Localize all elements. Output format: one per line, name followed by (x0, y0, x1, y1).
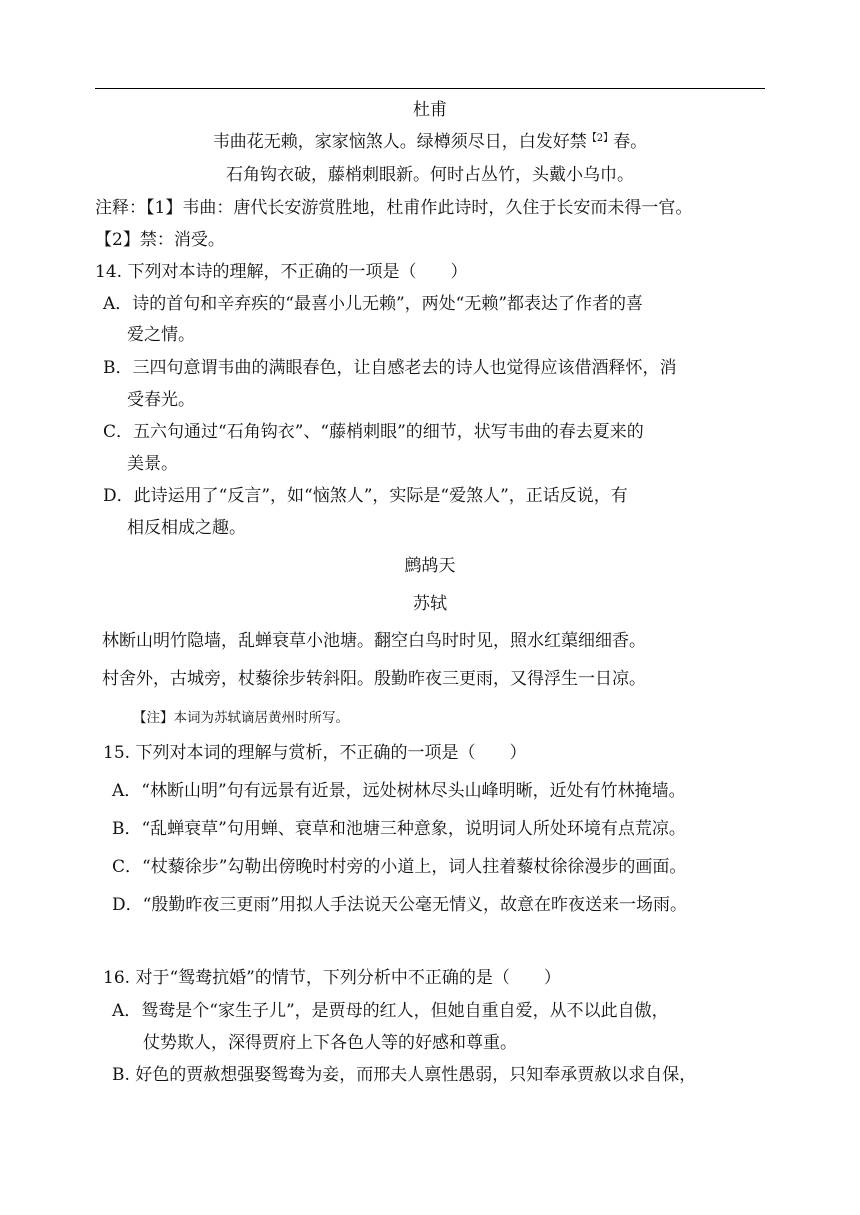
q14-option-c-cont: 美景。 (127, 454, 178, 474)
q14-option-d-cont: 相反相成之趣。 (127, 518, 246, 538)
q16-stem: 16. 对于“鸳鸯抗婚”的情节，下列分析中不正确的是（ ） (103, 968, 561, 988)
q15-option-b: B．“乱蝉衰草”句用蝉、衰草和池塘三种意象，说明词人所处环境有点荒凉。 (112, 819, 686, 839)
poem1-note1: 注释：【1】韦曲：唐代长安游赏胜地，杜甫作此诗时，久住于长安而未得一官。 (95, 198, 693, 218)
poem1-line1-pre: 韦曲花无赖，家家恼煞人。绿樽须尽日，白发好禁 (212, 132, 587, 152)
note-marker: 【2】 (586, 133, 614, 144)
poem2-title: 鹧鸪天 (404, 556, 456, 576)
q14-stem: 14. 下列对本诗的理解，不正确的一项是（ ） (95, 262, 468, 282)
q15-stem: 15. 下列对本词的理解与赏析，不正确的一项是（ ） (103, 743, 527, 763)
q14-option-c: C．五六句通过“石角钩衣”、“藤梢刺眼”的细节，状写韦曲的春去夏来的 (103, 422, 644, 442)
q14-option-d: D．此诗运用了“反言”，如“恼煞人”，实际是“爱煞人”，正话反说，有 (103, 486, 628, 506)
poem2-line2: 村舍外，古城旁，杖藜徐步转斜阳。殷勤昨夜三更雨，又得浮生一日凉。 (102, 669, 646, 689)
q16-option-a: A．鸳鸯是个“家生子儿”，是贾母的红人，但她自重自爱，从不以此自傲， (112, 1001, 669, 1021)
header-rule (95, 88, 765, 89)
q14-option-a-cont: 爱之情。 (127, 325, 195, 345)
q14-option-a: A．诗的首句和辛弃疾的“最喜小儿无赖”，两处“无赖”都表达了作者的喜 (103, 294, 644, 314)
q15-option-a: A．“林断山明”句有远景有近景，远处树林尽头山峰明晰，近处有竹林掩墙。 (112, 781, 686, 801)
poem2-line1: 林断山明竹隐墙，乱蝉衰草小池塘。翻空白鸟时时见，照水红蕖细细香。 (102, 631, 646, 651)
poem1-line1 (0, 130, 860, 154)
poem1-author: 杜甫 (413, 100, 447, 120)
poem2-note: 【注】本词为苏轼谪居黄州时所写。 (133, 710, 349, 726)
poem1-line1-post: 春。 (613, 132, 648, 152)
poem1-line2: 石角钩衣破，藤梢刺眼新。何时占丛竹，头戴小乌巾。 (226, 165, 634, 185)
q14-option-b: B．三四句意谓韦曲的满眼春色，让自感老去的诗人也觉得应该借酒释怀，消 (103, 358, 677, 378)
q15-option-d: D．“殷勤昨夜三更雨”用拟人手法说天公毫无情义，故意在昨夜送来一场雨。 (112, 895, 688, 915)
q16-option-a-cont: 仗势欺人，深得贾府上下各色人等的好感和尊重。 (143, 1033, 517, 1053)
poem1-note2: 【2】禁：消受。 (95, 230, 225, 250)
q16-option-b: B. 好色的贾赦想强娶鸳鸯为妾，而邢夫人禀性愚弱，只知奉承贾赦以求自保， (112, 1065, 697, 1085)
q14-option-b-cont: 受春光。 (127, 390, 195, 410)
q15-option-c: C．“杖藜徐步”勾勒出傍晚时村旁的小道上，词人拄着藜杖徐徐漫步的画面。 (112, 857, 687, 877)
poem2-author: 苏轼 (413, 594, 447, 614)
